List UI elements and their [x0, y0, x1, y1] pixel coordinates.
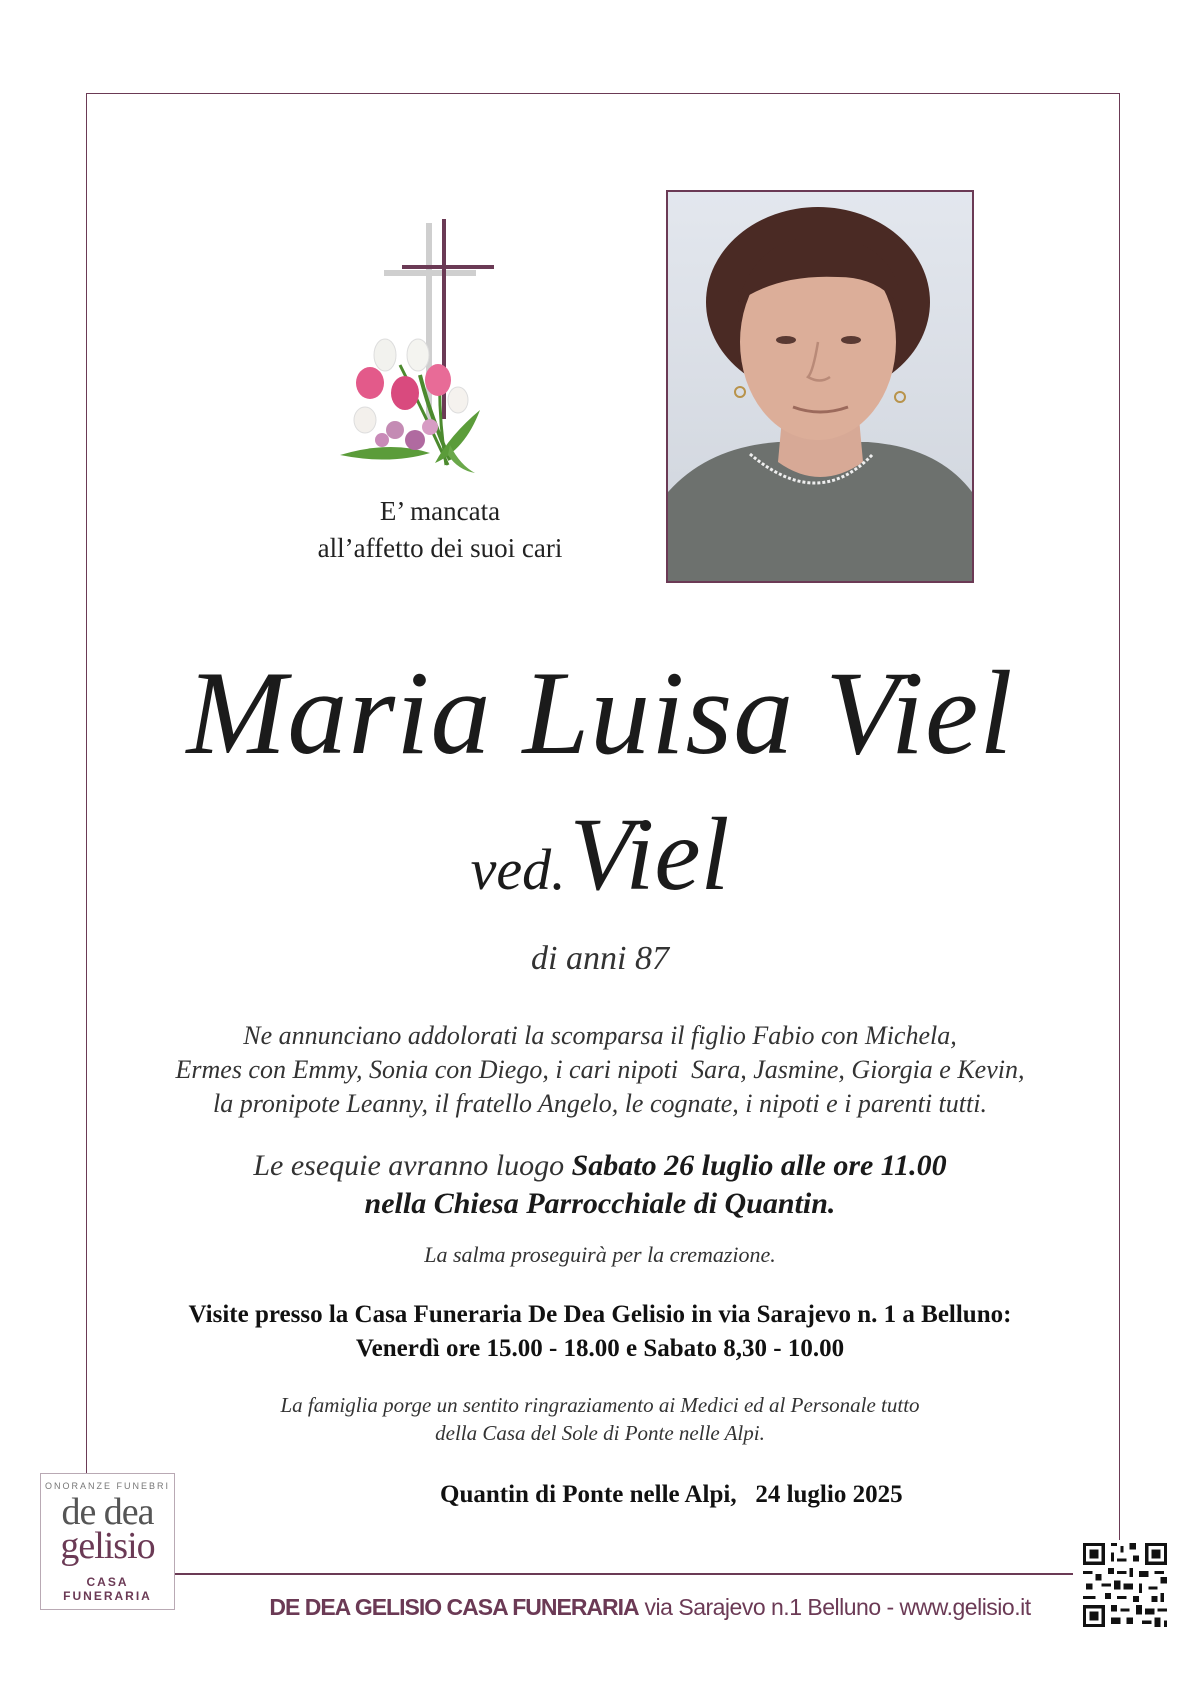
place-and-date: Quantin di Ponte nelle Alpi, 24 luglio 2025 — [440, 1481, 903, 1508]
intro-line-2: all’affetto dei suoi cari — [317, 533, 563, 563]
announcement-line-1: Ne annunciano addolorati la scomparsa il figlio Fabio con Michela, — [243, 1021, 957, 1050]
logo-top-text: ONORANZE FUNEBRI — [44, 1481, 170, 1491]
announcement-line-3: la pronipote Leanny, il fratello Angelo, le cognate, i nipoti e i parenti tutti. — [213, 1089, 987, 1118]
deceased-name: Maria Luisa Viel — [186, 646, 1014, 779]
thanks-note — [100, 1391, 1100, 1447]
cremation-note: La salma proseguirà per la cremazione. — [424, 1242, 776, 1267]
footer-divider — [175, 1573, 1073, 1575]
cross-with-tulips-icon — [330, 215, 510, 495]
logo-word-1: de dea — [61, 1491, 154, 1533]
logo-word-2: gelisio — [60, 1525, 155, 1567]
funeral-where: nella Chiesa Parrocchiale di Quantin. — [364, 1187, 836, 1220]
qr-code-icon[interactable] — [1080, 1540, 1170, 1630]
intro-text — [240, 493, 640, 567]
thanks-line-1: La famiglia porge un sentito ringraziamento ai Medici ed al Personale tutto — [280, 1393, 920, 1417]
funeral-home-logo — [40, 1473, 175, 1610]
footer-brand: DE DEA GELISIO CASA FUNERARIA — [269, 1594, 639, 1620]
funeral-line-1 — [100, 1147, 1100, 1185]
widow-line — [100, 797, 1100, 940]
funeral-line-2 — [100, 1185, 1100, 1223]
announcement — [100, 1019, 1100, 1121]
thanks-line-2: della Casa del Sole di Ponte nelle Alpi. — [435, 1421, 765, 1445]
intro-line-1: E’ mancata — [379, 496, 501, 526]
announcement-line-2: Ermes con Emmy, Sonia con Diego, i cari nipoti Sara, Jasmine, Giorgia e Kevin, — [175, 1055, 1025, 1084]
age: di anni 87 — [531, 940, 669, 977]
footer-address: via Sarajevo n.1 Belluno - www.gelisio.it — [638, 1594, 1031, 1620]
widow-surname: Viel — [569, 797, 730, 912]
funeral-when: Sabato 26 luglio alle ore 11.00 — [571, 1149, 947, 1182]
visits-line-2: Venerdì ore 15.00 - 18.00 e Sabato 8,30 - 10.00 — [355, 1335, 845, 1362]
visits-line-1: Visite presso la Casa Funeraria De Dea Gelisio in via Sarajevo n. 1 a Belluno: — [188, 1301, 1012, 1328]
funeral-info — [100, 1147, 1100, 1223]
footer-info — [250, 1594, 1050, 1621]
portrait-photo — [666, 190, 974, 583]
widow-prefix: ved. — [470, 837, 566, 902]
visits-info — [100, 1298, 1100, 1366]
logo-bottom-text: CASA FUNERARIA — [63, 1575, 152, 1603]
funeral-prefix: Le esequie avranno luogo — [253, 1149, 572, 1182]
